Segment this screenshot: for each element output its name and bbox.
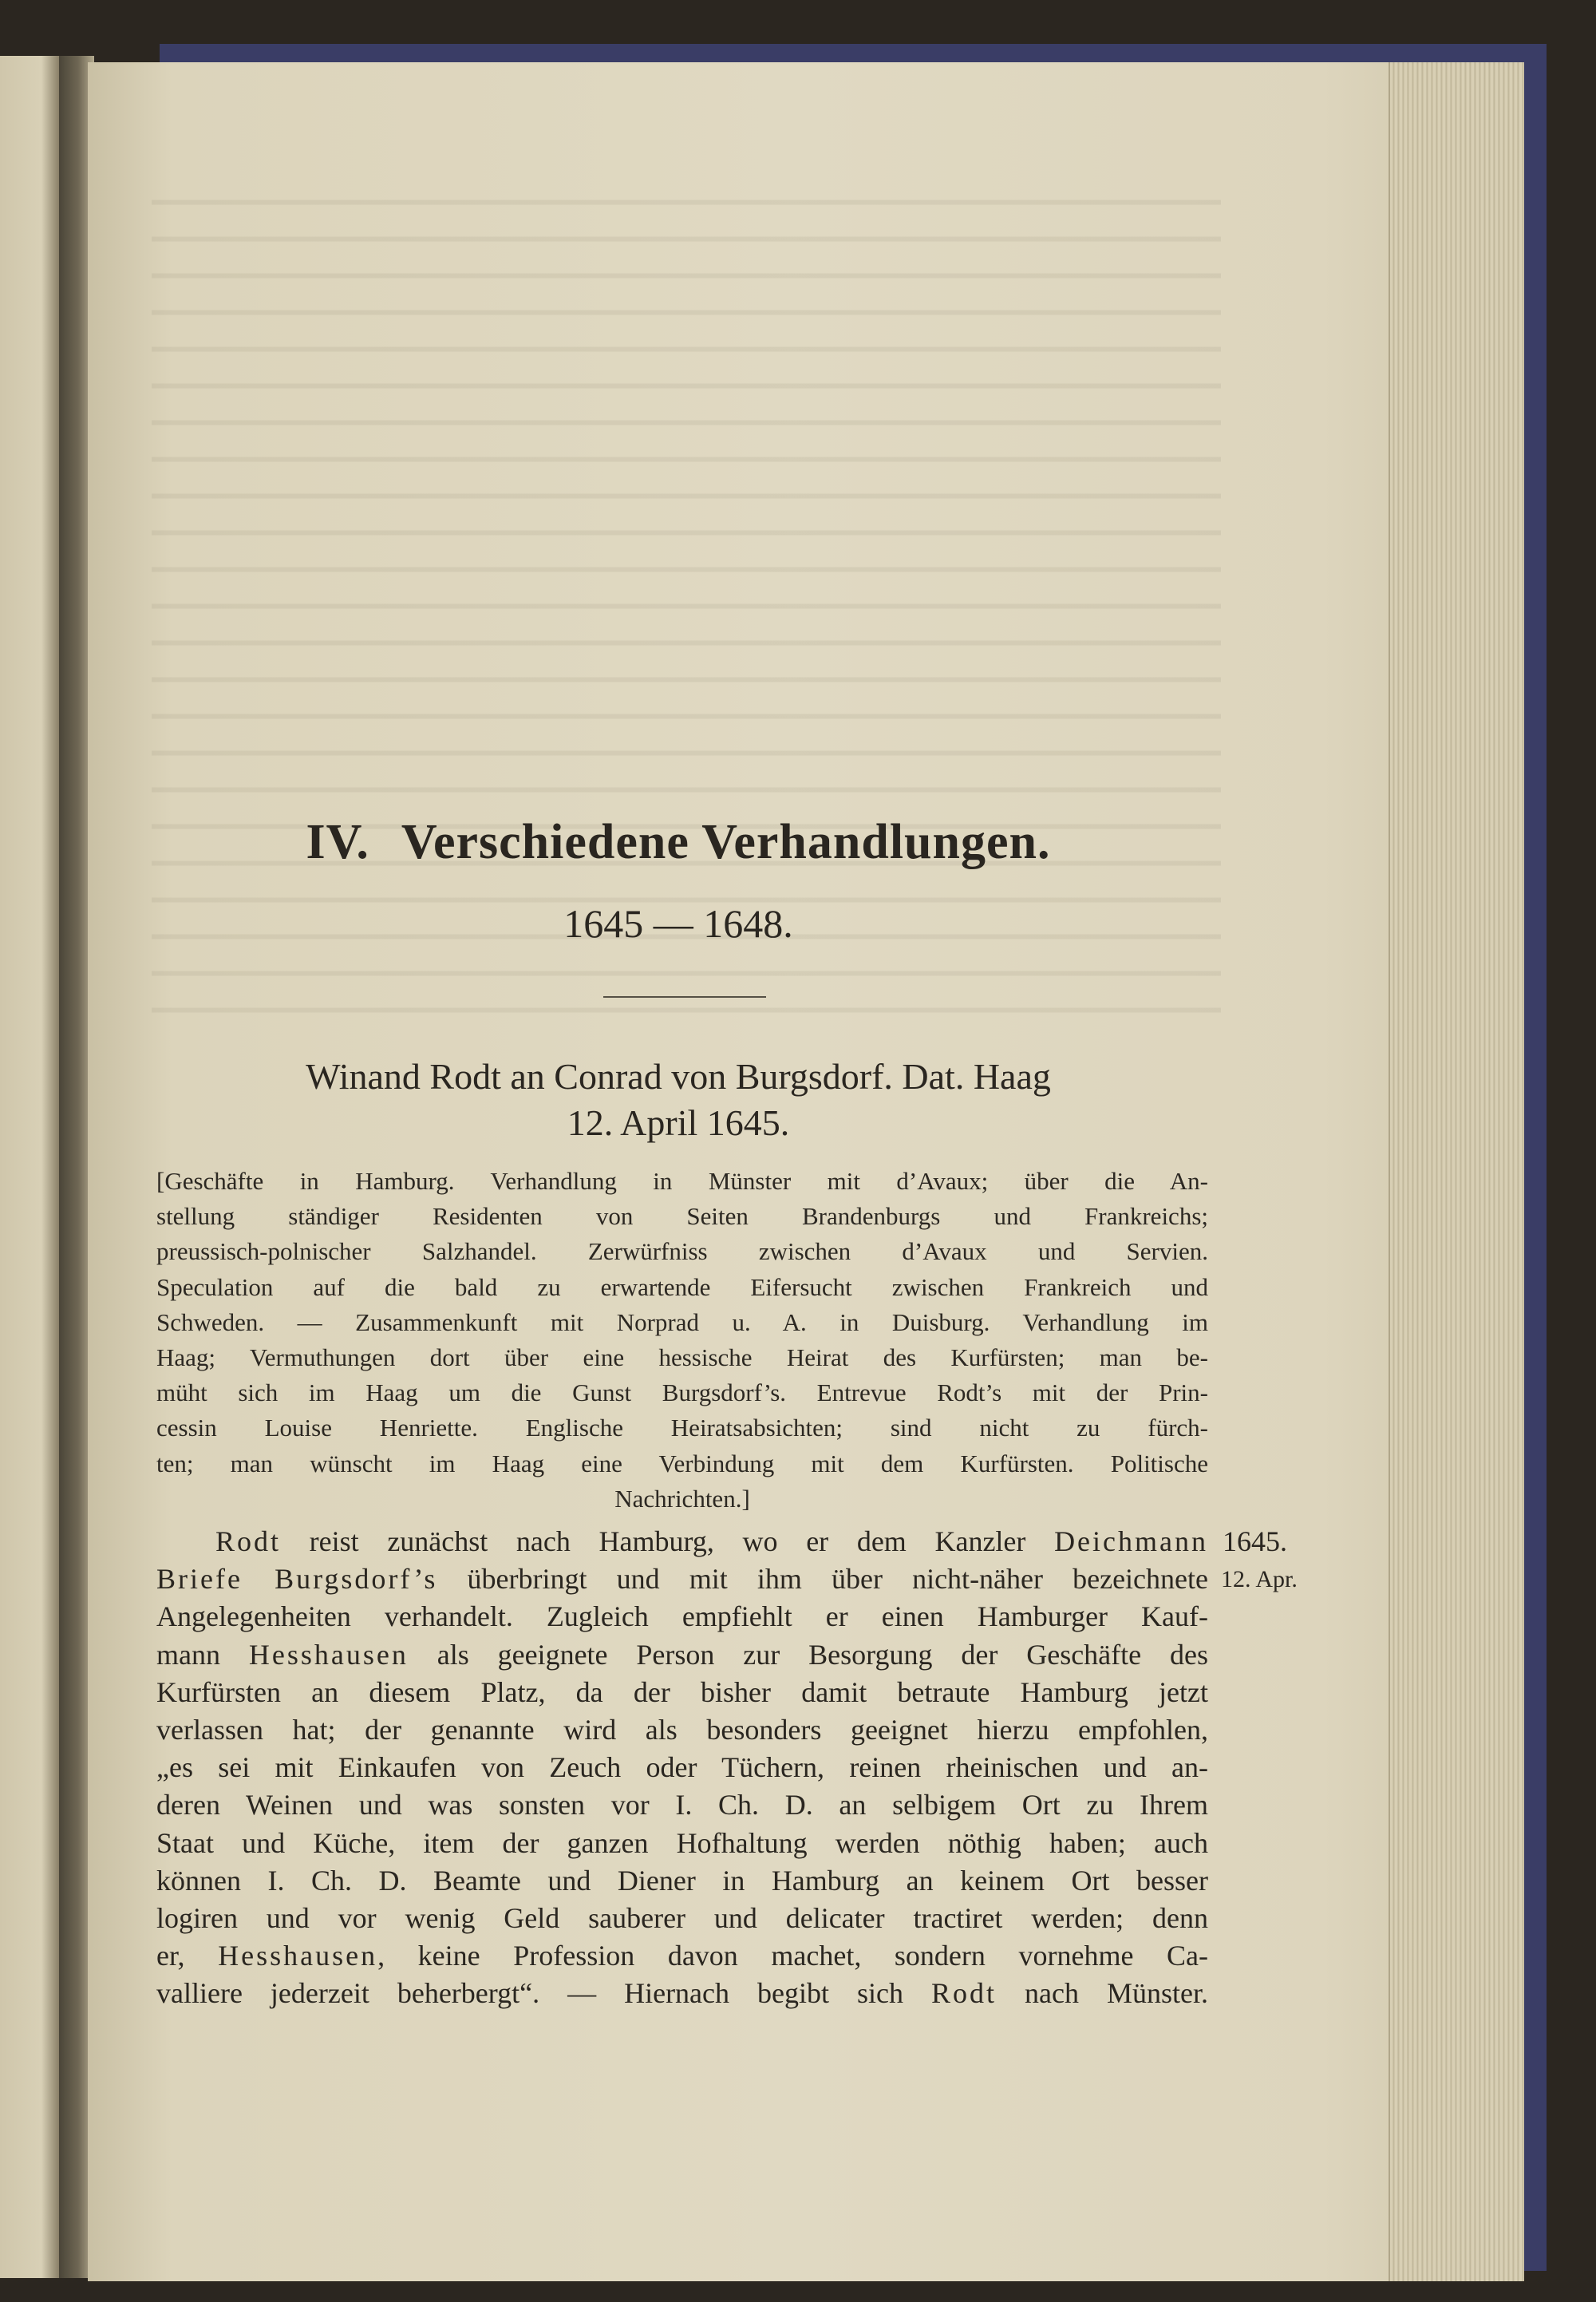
letter-summary <box>156 1164 1208 1517</box>
summary-line: cessin Louise Henriette. Englische Heiratsabsichten; sind nicht zu fürch- <box>156 1414 1208 1442</box>
body-line: Staat und Küche, item der ganzen Hofhaltung werden nöthig haben; auch <box>156 1826 1208 1859</box>
body-text: valliere jederzeit beherbergt“. — Hiernach begibt sich <box>156 1977 932 2010</box>
summary-line: müht sich im Haag um die Gunst Burgsdorf’s. Entrevue Rodt’s mit der Prin- <box>156 1378 1208 1407</box>
letter-heading-line: Winand Rodt an Conrad von Burgsdorf. Dat. Haag <box>306 1056 1051 1097</box>
summary-line: Nachrichten.] <box>614 1484 750 1513</box>
page-edges <box>1389 62 1524 2281</box>
person-name: Hesshausen <box>248 1638 409 1671</box>
body-text: reist zunächst nach Hamburg, wo er dem Kanzler <box>281 1525 1055 1557</box>
body-text: , keine Profession davon machet, sondern vornehme Ca- <box>377 1940 1208 1972</box>
person-name: Briefe Burgsdorf’s <box>156 1563 438 1596</box>
summary-line: [Geschäfte in Hamburg. Verhandlung in Münster mit d’Avaux; über die An- <box>156 1167 1208 1195</box>
body-text: nach Münster. <box>997 1977 1208 2010</box>
summary-line: Haag; Vermuthungen dort über eine hessische Heirat des Kurfürsten; man be- <box>156 1343 1208 1372</box>
summary-line: ten; man wünscht im Haag eine Verbindung mit dem Kurfürsten. Politische <box>156 1449 1208 1477</box>
body-line: logiren und vor wenig Geld sauberer und delicater tractiret werden; denn <box>156 1902 1208 1935</box>
body-line <box>156 1523 1208 1560</box>
body-paragraph <box>156 1523 1208 2013</box>
body-line: deren Weinen und was sonsten vor I. Ch. D. an selbigem Ort zu Ihrem <box>156 1789 1208 1821</box>
left-page-edge <box>0 56 59 2278</box>
body-text: überbringt und mit ihm über nicht-näher bezeichnete <box>437 1563 1208 1596</box>
body-line: Kurfürsten an diesem Platz, da der bisher damit betraute Hamburg jetzt <box>156 1675 1208 1708</box>
chapter-years: 1645 — 1648. <box>563 901 793 946</box>
divider-rule <box>603 996 766 998</box>
body-line: „es sei mit Einkaufen von Zeuch oder Tüchern, reinen rheinischen und an- <box>156 1751 1208 1784</box>
summary-line: Speculation auf die bald zu erwartende Eifersucht zwischen Frankreich und <box>156 1272 1208 1301</box>
summary-line: stellung ständiger Residenten von Seiten Brandenburgs und Frankreichs; <box>156 1202 1208 1231</box>
body-text: er, <box>156 1940 219 1972</box>
person-name: Hesshausen <box>218 1940 378 1972</box>
chapter-heading <box>152 814 1205 871</box>
body-line <box>156 1560 1208 1598</box>
person-name: Rodt <box>931 1977 998 2010</box>
margin-note-year: 1645. <box>1223 1525 1287 1557</box>
summary-line: preussisch-polnischer Salzhandel. Zerwürfniss zwischen d’Avaux und Servien. <box>156 1237 1208 1266</box>
body-text: mann <box>156 1638 249 1671</box>
letter-date: 12. April 1645. <box>567 1102 790 1143</box>
chapter-number: IV. <box>306 815 369 869</box>
body-line <box>156 1636 1208 1674</box>
letter-heading <box>152 1054 1205 1146</box>
margin-note-date: 12. Apr. <box>1221 1566 1298 1592</box>
body-line <box>156 1937 1208 1975</box>
body-text: als geeignete Person zur Besorgung der Geschäfte des <box>408 1638 1209 1671</box>
summary-line: Schweden. — Zusammenkunft mit Norprad u. A. in Duisburg. Verhandlung im <box>156 1307 1208 1336</box>
body-line: können I. Ch. D. Beamte und Diener in Hamburg an keinem Ort besser <box>156 1864 1208 1897</box>
chapter-title: Verschiedene Verhandlungen. <box>401 815 1051 869</box>
body-line <box>156 1975 1208 2012</box>
body-line: verlassen hat; der genannte wird als besonders geeignet hierzu empfohlen, <box>156 1714 1208 1746</box>
body-line: Angelegenheiten verhandelt. Zugleich empfiehlt er einen Hamburger Kauf- <box>156 1600 1208 1633</box>
person-name: Rodt <box>215 1525 282 1557</box>
person-name: Deichmann <box>1054 1525 1208 1557</box>
